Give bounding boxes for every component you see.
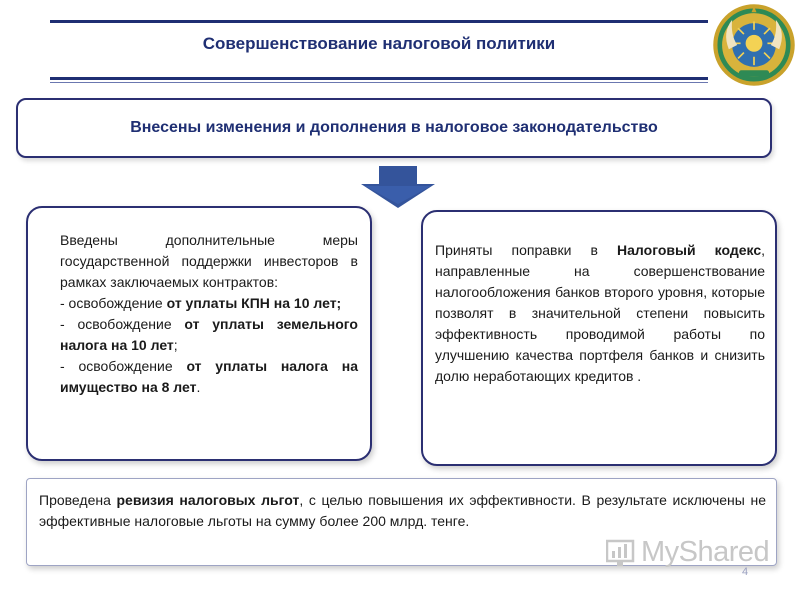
page-number: 4 xyxy=(742,566,749,578)
header-rule-top xyxy=(50,20,708,23)
exemption-item: - освобождение от уплаты налога на имущество на 8 лет. xyxy=(60,358,359,395)
state-emblem-icon xyxy=(712,3,796,87)
exemption-item: - освобождение от уплаты земельного налога на 10 лет; xyxy=(60,316,358,353)
investor-support-panel xyxy=(26,206,372,461)
exemption-item: - освобождение от уплаты КПН на 10 лет; xyxy=(60,295,342,311)
tax-code-text: Приняты поправки в Налоговый кодекс, направленные на совершенствование налогообложения банков второго уровня, которые позволят в значительной степени повысить эффективность проводимой работы по улучшению качества портфеля банков и снизить долю неработающих кредитов . xyxy=(435,242,765,384)
investor-support-intro: Введены дополнительные меры государственной поддержки инвесторов в рамках заключаемых контрактов: xyxy=(60,232,358,290)
down-arrow-icon xyxy=(361,166,435,208)
header-rule-bottom-thin xyxy=(50,82,708,83)
watermark xyxy=(606,536,769,569)
slide-title: Совершенствование налоговой политики xyxy=(202,34,556,53)
changes-banner: Внесены изменения и дополнения в налоговое законодательство xyxy=(16,98,772,158)
chart-icon xyxy=(606,539,636,567)
header-rule-bottom xyxy=(50,77,708,80)
watermark-text: MyShared xyxy=(641,536,770,568)
tax-code-panel xyxy=(421,210,777,466)
tax-benefits-review-text: Проведена ревизия налоговых льгот, с целью повышения их эффективности. В результате исключены не эффективные налоговые льготы на сумму более 200 млрд. тенге. xyxy=(39,492,766,529)
